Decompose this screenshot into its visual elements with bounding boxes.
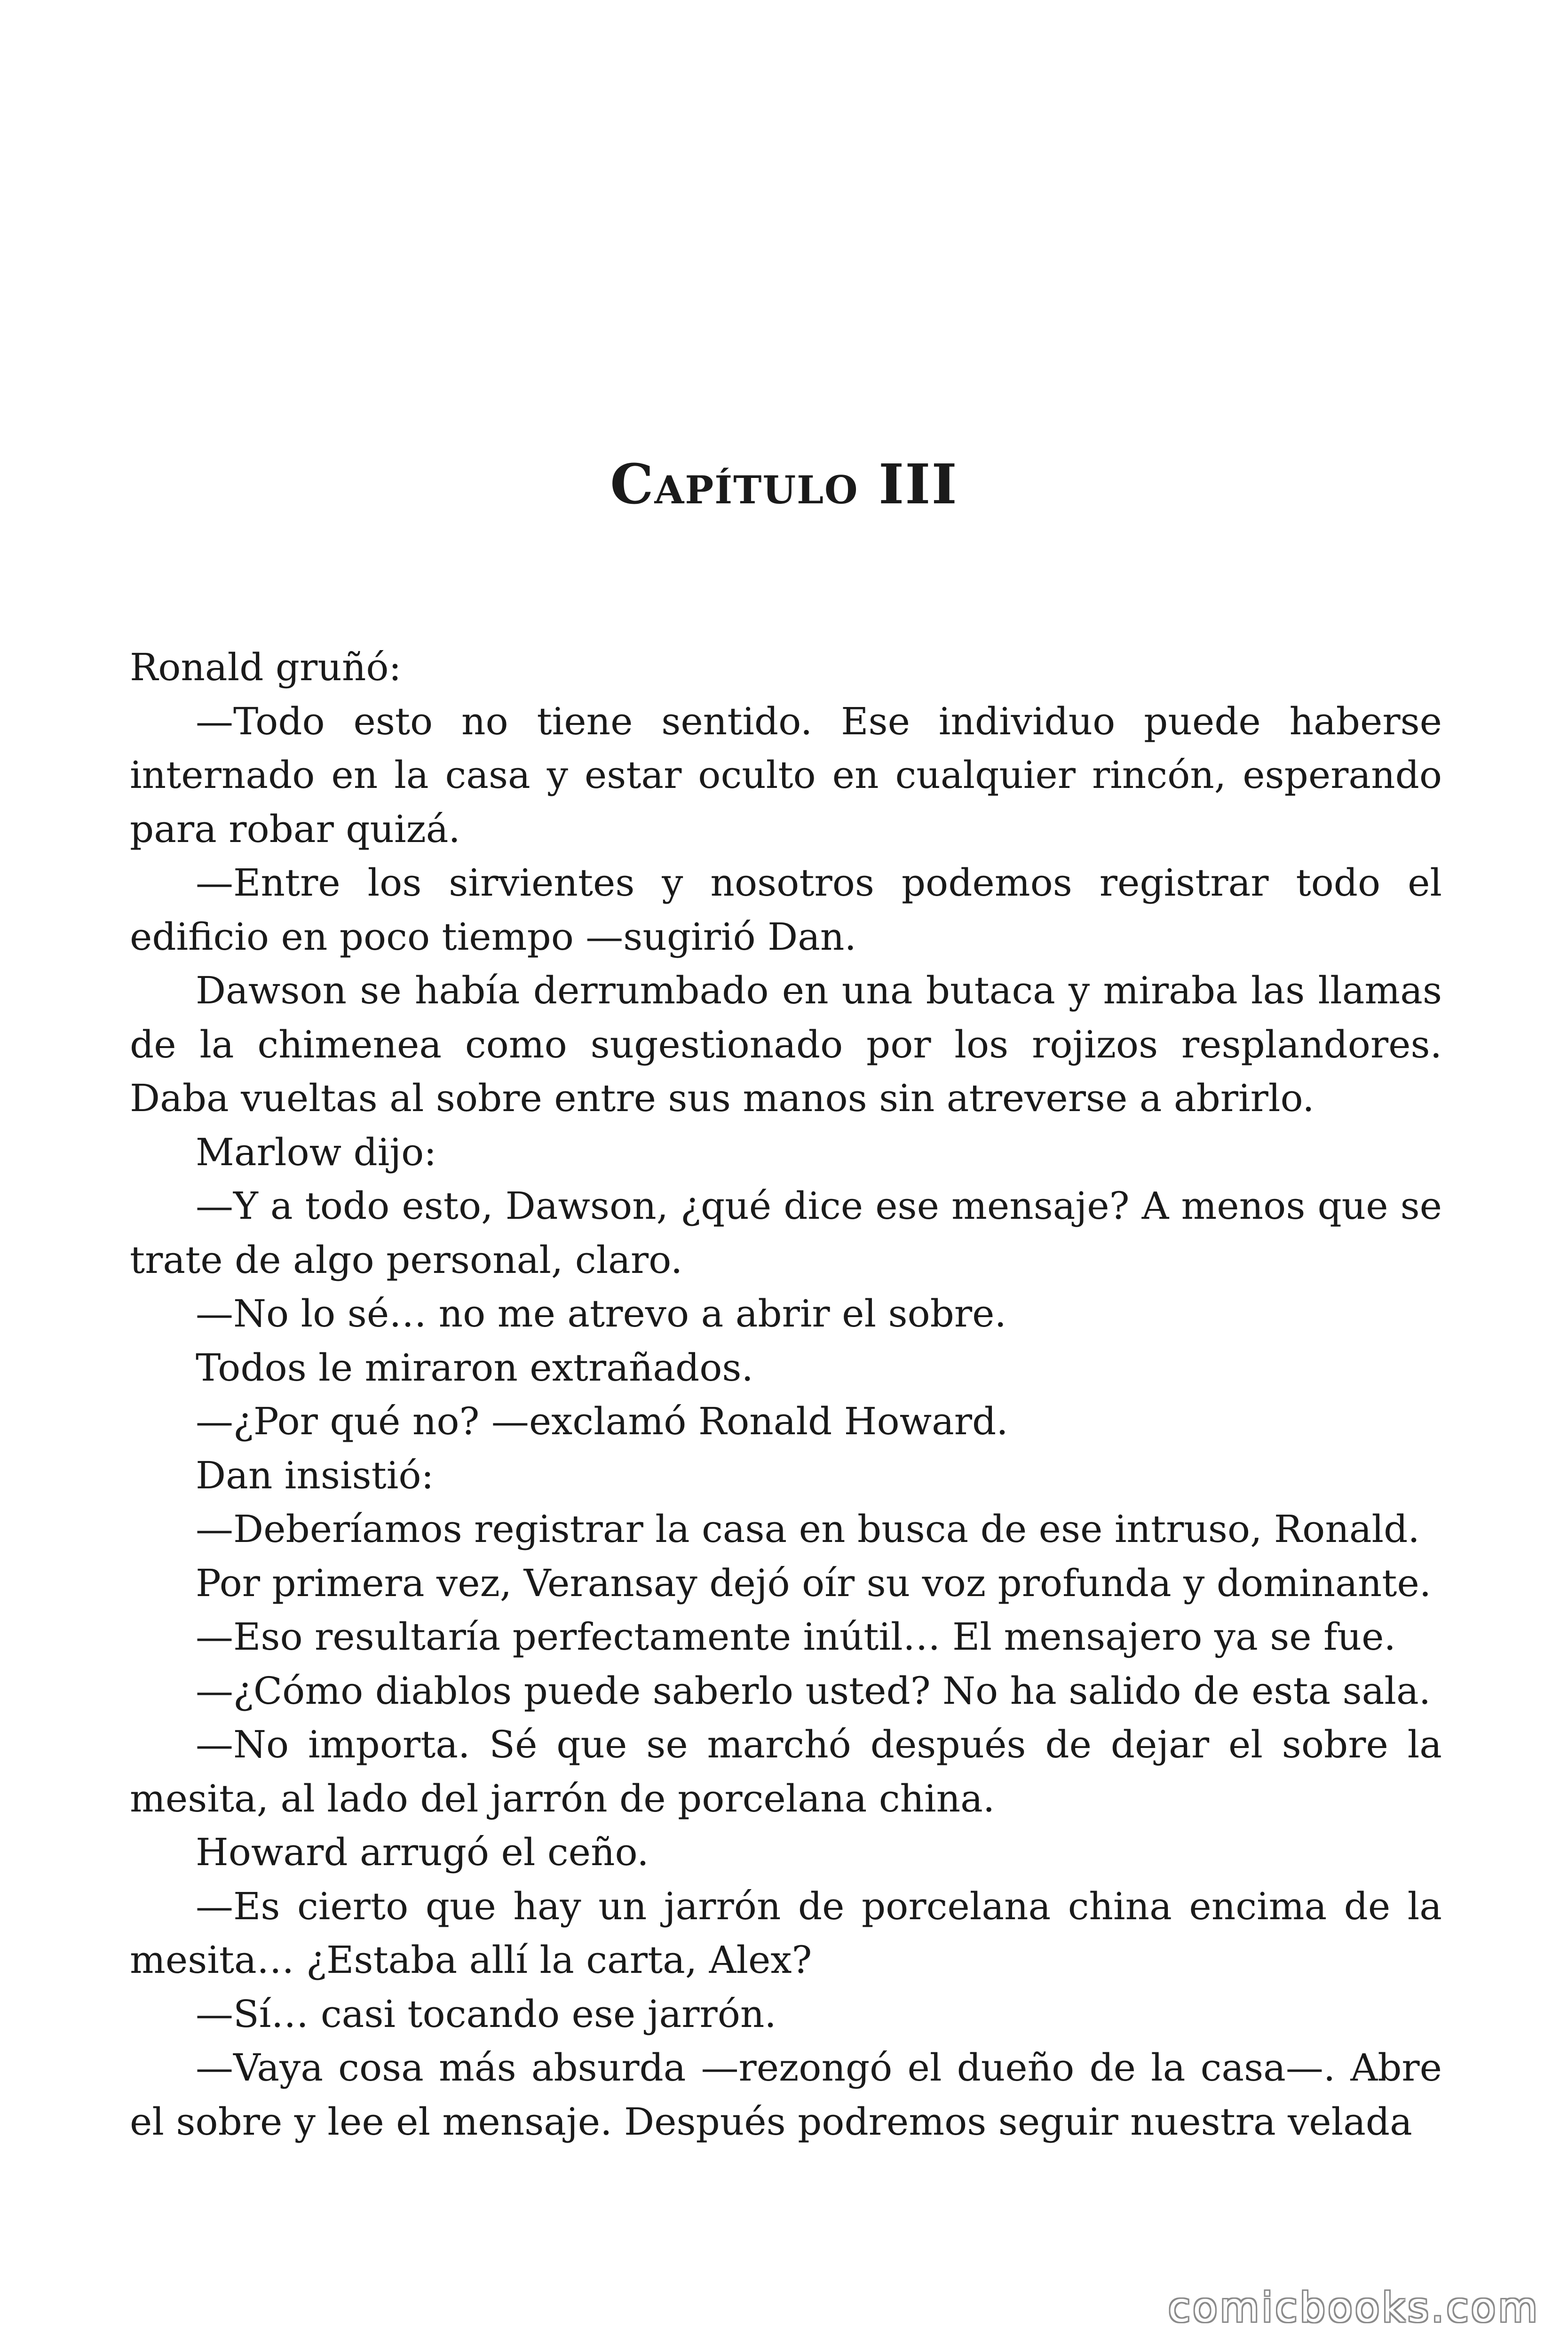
watermark: comicbooks.com [1168,2284,1540,2331]
paragraph: —Deberíamos registrar la casa en busca de ese intruso, Ronald. [196,1507,1420,1551]
paragraph: —Eso resultaría perfectamente inútil… El mensajero ya se fue. [196,1615,1396,1659]
chapter-title: Capítulo III [610,453,958,516]
paragraph: —¿Cómo diablos puede saberlo usted? No ha salido de esta sala. [196,1669,1431,1713]
paragraph: —Sí… casi tocando ese jarrón. [196,1992,776,2036]
paragraph: Por primera vez, Veransay dejó oír su voz profunda y dominante. [196,1561,1432,1605]
paragraph: —¿Por qué no? —exclamó Ronald Howard. [196,1399,1008,1443]
chapter-body [130,641,1442,2149]
paragraph: —Y a todo esto, Dawson, ¿qué dice ese mensaje? A menos que se trate de algo personal, claro. [130,1184,1442,1282]
paragraph: —Todo esto no tiene sentido. Ese individuo puede haberse internado en la casa y estar oculto en cualquier rincón, esperando para robar quizá. [130,699,1442,851]
paragraph: —No lo sé… no me atrevo a abrir el sobre. [196,1292,1006,1335]
paragraph: Dan insistió: [196,1453,434,1497]
paragraph: Todos le miraron extrañados. [196,1345,753,1390]
paragraph: —Es cierto que hay un jarrón de porcelana china encima de la mesita… ¿Estaba allí la carta, Alex? [130,1884,1442,1982]
paragraph: —Vaya cosa más absurda —rezongó el dueño de la casa—. Abre el sobre y lee el mensaje. Después podremos seguir nuestra velada [130,2046,1442,2144]
paragraph: —Entre los sirvientes y nosotros podemos registrar todo el edificio en poco tiempo —sugirió Dan. [130,861,1442,959]
paragraph: —No importa. Sé que se marchó después de dejar el sobre la mesita, al lado del jarrón de porcelana china. [130,1723,1442,1820]
paragraph: Ronald gruñó: [130,645,402,689]
paragraph: Marlow dijo: [196,1130,437,1174]
paragraph: Dawson se había derrumbado en una butaca y miraba las llamas de la chimenea como sugestionado por los rojizos resplandores. Daba vueltas al sobre entre sus manos sin atreverse a abrirlo. [130,969,1442,1120]
paragraph: Howard arrugó el ceño. [196,1830,649,1874]
